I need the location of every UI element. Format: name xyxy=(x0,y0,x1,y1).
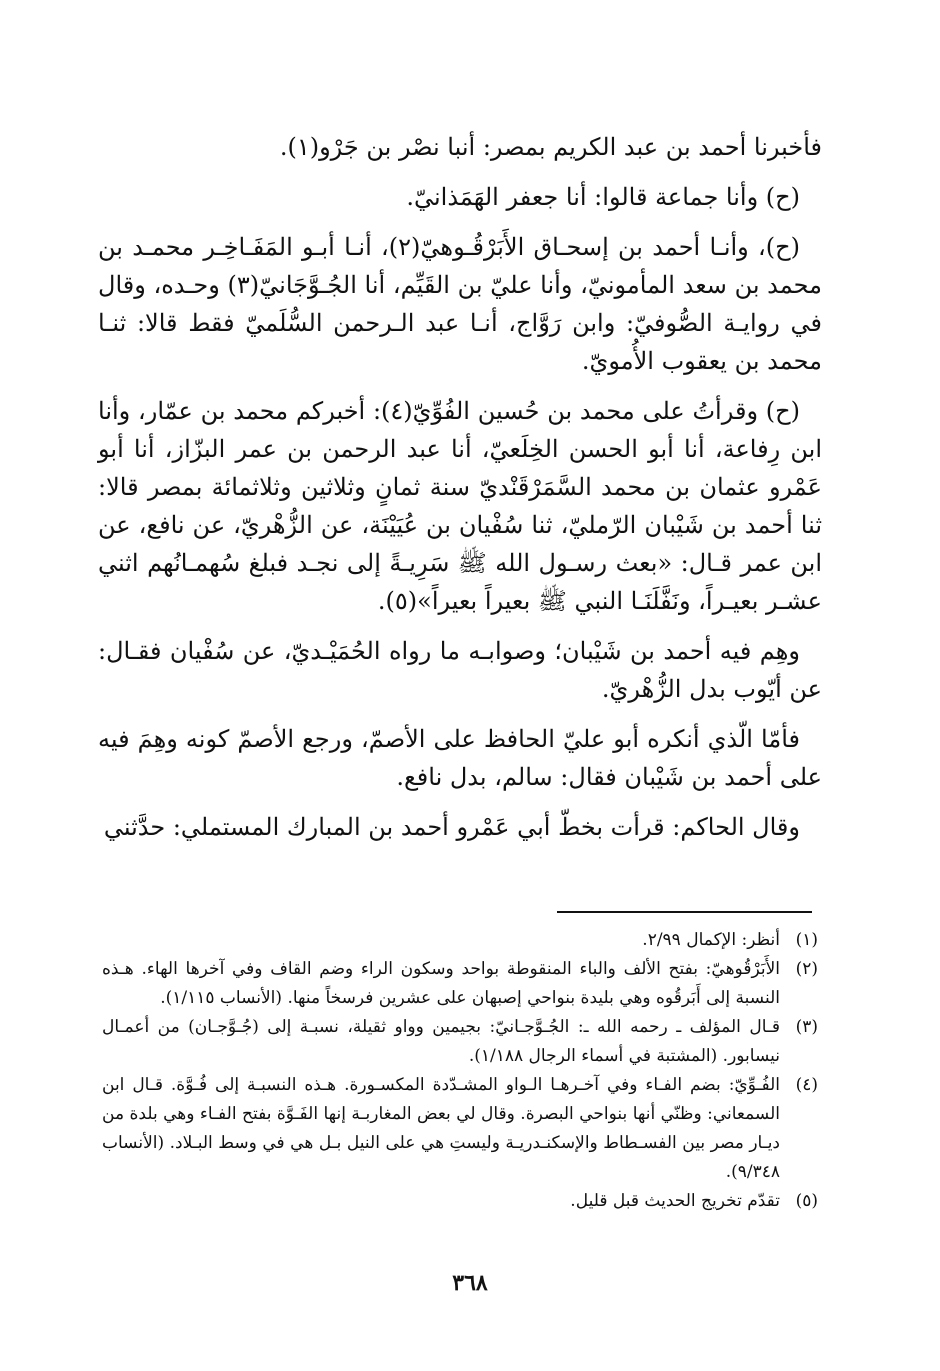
footnote-separator xyxy=(557,911,812,913)
footnote-text: تقدّم تخريج الحديث قبل قليل. xyxy=(570,1191,780,1211)
footnote-number: (١) xyxy=(795,930,818,950)
footnote-3 xyxy=(102,1013,818,1071)
footnote-1 xyxy=(102,926,818,955)
page-number: ٣٦٨ xyxy=(452,1270,488,1296)
footnote-text: الفُـوِّيّ: بضم الفـاء وفي آخـرهـا الـواو المشـدّدة المكسـورة. هـذه النسبـة إلى فُـوَّة. قـال ابن السمعاني: وظنّي أنها بنواحي البصرة. وقال لي بعض المغاربـة إنها الفَـوَّة بفتح الفـاء وهي بلدة من ديـار مصر بين الفسـطاط والإسكنـدريـة وليستِ هي على النيل بـل هي في وسط البـلاد. (الأنساب ٩/٣٤٨). xyxy=(102,1075,780,1182)
footnote-4 xyxy=(102,1071,818,1187)
footnote-number: (٣) xyxy=(795,1017,818,1037)
paragraph-4: (ح) وقرأتُ على محمد بن حُسين الفُوِّيّ(٤): أخبركم محمد بن عمّار، وأنا ابن رِفاعة، أنا أبو الحسن الخِلَعيّ، أنا عبد الرحمن بن عمر البزّاز، أنا أبو عَمْرو عثمان بن محمد السَّمَرْقَنْديّ سنة ثمانٍ وثلاثين وثلاثمائة بمصر قالا: ثنا أحمد بن شَيْبان الرّمليّ، ثنا سُفْيان بن عُيَيْنَة، عن الزُّهْريّ، عن نافع، عن ابن عمر قـال: «بعث رسـول الله ﷺ سَرِيـةً إلى نجـد فبلغ سُهمـانُهم اثني عشـر بعيـراً، ونَفَّلَنَـا النبي ﷺ بعيراً بعيراً»(٥). xyxy=(98,397,822,615)
footnote-text: الأَبَرْقُوهيّ: بفتح الألف والباء المنقوطة بواحد وسكون الراء وضم القاف وفي آخرها الهاء. هـذه النسبة إلى أَبَرقُوه وهي بليدة بنواحي إصبهان على عشرين فرسخاً منها. (الأنساب ١/١١٥). xyxy=(102,959,780,1008)
footnote-text: أنظر: الإكمال ٢/٩٩. xyxy=(642,930,780,950)
footnotes xyxy=(102,926,818,1216)
main-text xyxy=(98,128,822,846)
footnote-2 xyxy=(102,955,818,1013)
paragraph-2: (ح) وأنا جماعة قالوا: أنا جعفر الهَمَذانيّ. xyxy=(406,183,800,211)
footnote-5 xyxy=(102,1187,818,1216)
paragraph-6: فأمّا الّذي أنكره أبو عليّ الحافظ على الأصمّ، ورجع الأصمّ كونه وهِمَ فيه على أحمد بن شَيْبان فقال: سالم، بدل نافع. xyxy=(98,725,822,791)
footnote-text: قـال المؤلف ـ رحمه الله ـ: الجُـوَّجـانيّ: بجيمين وواو ثقيلة، نسبـة إلى (جُـوَّجـان) من أعمـال نيسابور. (المشتبة في أسماء الرجال ١/١٨٨). xyxy=(102,1017,780,1066)
footnote-number: (٤) xyxy=(795,1075,818,1095)
footnote-number: (٢) xyxy=(795,959,818,979)
paragraph-5: وهِم فيه أحمد بن شَيْبان؛ وصوابـه ما رواه الحُمَيْـديّ، عن سُفْيان فقـال: عن أيّوب بدل الزُّهْريّ. xyxy=(98,637,822,703)
paragraph-7: وقال الحاكم: قرأت بخطّ أبي عَمْرو أحمد بن المبارك المستملي: حدَّثني xyxy=(103,813,800,841)
paragraph-3: (ح)، وأنـا أحمد بن إسحـاق الأَبَرْقُـوهيّ(٢)، أنـا أبـو المَفَـاخِـر محمـد بن محمد بن سعد المأمونيّ، وأنا عليّ بن القَيِّم، أنا الجُـوَّجَانيّ(٣) وحـده، وقال في روايـة الصُّوفيّ: وابن رَوَّاج، أنـا عبد الـرحمن السُّلَميّ فقط قالا: ثنـا محمد بن يعقوب الأُمويّ. xyxy=(98,233,823,375)
paragraph-1: فأخبرنا أحمد بن عبد الكريم بمصر: أنبا نصْر بن جَرْو(١). xyxy=(279,133,822,161)
footnote-number: (٥) xyxy=(795,1191,818,1211)
